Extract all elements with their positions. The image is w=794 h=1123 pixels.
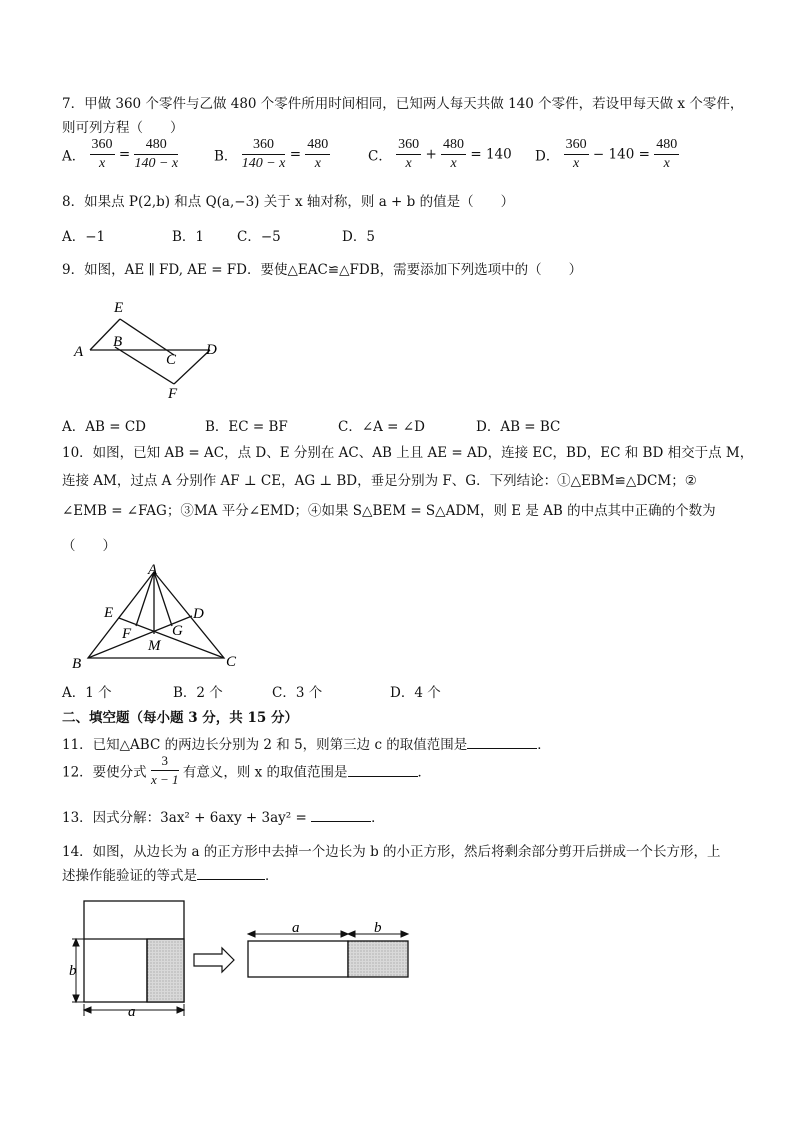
q10-stem-line1: 10．如图，已知 AB = AC，点 D、E 分别在 AC、AB 上且 AE = AD，连接 EC，BD，EC 和 BD 相交于点 M， xyxy=(62,445,754,461)
q9-option-b[interactable]: B．EC = BF xyxy=(205,419,288,435)
q14-label-a-top: a xyxy=(292,920,300,936)
q7-option-b[interactable]: B． $\frac{360}{140 - x}$ = $\frac{480}{x}$ xyxy=(214,137,329,171)
q10-label-g: G xyxy=(172,623,183,639)
q7-option-c[interactable]: C． $\frac{360}{x}$ + $\frac{480}{x}$ = 140 xyxy=(368,137,512,171)
q11-answer-blank[interactable] xyxy=(467,736,537,749)
q10-option-a[interactable]: A．1 个 xyxy=(62,685,112,701)
q9-option-a[interactable]: A．AB = CD xyxy=(62,419,146,435)
q13-answer-blank[interactable] xyxy=(311,809,371,822)
q9-label-f: F xyxy=(168,386,178,402)
q10-label-d: D xyxy=(193,606,204,622)
q14-label-b-top: b xyxy=(374,920,382,936)
q8-stem: 8．如果点 P(2,b) 和点 Q(a,−3) 关于 x 轴对称，则 a + b 的值是（ ） xyxy=(62,194,515,210)
q10-stem-line4: （ ） xyxy=(62,538,116,554)
q9-option-c[interactable]: C．∠A = ∠D xyxy=(338,419,425,435)
q7-options xyxy=(62,136,722,180)
q14-figure xyxy=(66,896,416,1020)
q9-label-c: C xyxy=(166,352,177,368)
q10-option-d[interactable]: D．4 个 xyxy=(390,685,441,701)
q10-line-ag xyxy=(154,572,172,626)
q14-transform-arrow xyxy=(194,948,234,972)
q9-stem: 9．如图，AE ∥ FD, AE = FD．要使△EAC≌△FDB，需要添加下列选项中的（ ） xyxy=(62,262,583,278)
q10-label-m: M xyxy=(148,638,161,654)
q9-figure xyxy=(60,292,240,404)
q10-line-af xyxy=(136,572,154,626)
q8-option-d[interactable]: D．5 xyxy=(342,229,375,245)
q13-stem: 13．因式分解：3ax² + 6axy + 3ay² = ． xyxy=(62,810,385,826)
q14-stem-line1: 14．如图，从边长为 a 的正方形中去掉一个边长为 b 的小正方形，然后将剩余部分剪开后拼成一个长方形，上 xyxy=(62,844,721,860)
q9-option-d[interactable]: D．AB = BC xyxy=(476,419,561,435)
q9-label-d: D xyxy=(206,342,217,358)
q14-label-b-left: b xyxy=(69,963,77,979)
q10-figure xyxy=(62,560,252,672)
q8-option-b[interactable]: B．1 xyxy=(172,229,205,245)
q9-label-e: E xyxy=(114,300,124,316)
q9-label-a: A xyxy=(74,344,84,360)
q10-stem-line2: 连接 AM，过点 A 分别作 AF ⊥ CE，AG ⊥ BD，垂足分别为 F、G．下列结论：①△EBM≌△DCM；② xyxy=(62,473,697,489)
q12-stem: 12．要使分式 $\frac{3}{x - 1}$ 有意义，则 x 的取值范围是 ． xyxy=(62,753,432,787)
q9-label-b: B xyxy=(113,334,123,350)
q10-option-b[interactable]: B．2 个 xyxy=(173,685,223,701)
q10-label-b: B xyxy=(72,656,82,672)
q8-option-c[interactable]: C．−5 xyxy=(237,229,281,245)
q14-stem-line2: 述操作能验证的等式是 ． xyxy=(62,868,279,884)
q7-stem-line1: 7．甲做 360 个零件与乙做 480 个零件所用时间相同，已知两人每天共做 140 个零件，若设甲每天做 x 个零件， xyxy=(62,96,744,112)
q7-option-a[interactable]: A． $\frac{360}{x}$ = $\frac{480}{140 - x}$ xyxy=(62,137,179,171)
q14-rect-right-shaded xyxy=(348,941,408,977)
section-2-title: 二、填空题（每小题 3 分，共 15 分） xyxy=(62,710,298,726)
q9-line-df xyxy=(174,350,210,384)
q10-label-c: C xyxy=(226,654,237,670)
q11-stem: 11．已知△ABC 的两边长分别为 2 和 5，则第三边 c 的取值范围是 ． xyxy=(62,737,551,753)
q10-label-a: A xyxy=(148,562,158,578)
q14-answer-blank[interactable] xyxy=(197,867,265,880)
q10-label-e: E xyxy=(104,605,114,621)
q10-option-c[interactable]: C．3 个 xyxy=(272,685,323,701)
q14-label-a-bottom: a xyxy=(128,1004,136,1020)
q7-option-d[interactable]: D． $\frac{360}{x}$ − 140 = $\frac{480}{x}$ xyxy=(535,137,678,171)
q10-label-f: F xyxy=(122,626,132,642)
q14-shaded-piece xyxy=(147,939,184,1002)
q7-stem-line2: 则可列方程（ ） xyxy=(62,120,184,136)
q10-stem-line3: ∠EMB = ∠FAG；③MA 平分∠EMD；④如果 S△BEM = S△ADM，则 E 是 AB 的中点其中正确的个数为 xyxy=(62,503,716,519)
q12-answer-blank[interactable] xyxy=(348,764,418,777)
q14-rect-left xyxy=(248,941,348,977)
q8-option-a[interactable]: A．−1 xyxy=(62,229,106,245)
